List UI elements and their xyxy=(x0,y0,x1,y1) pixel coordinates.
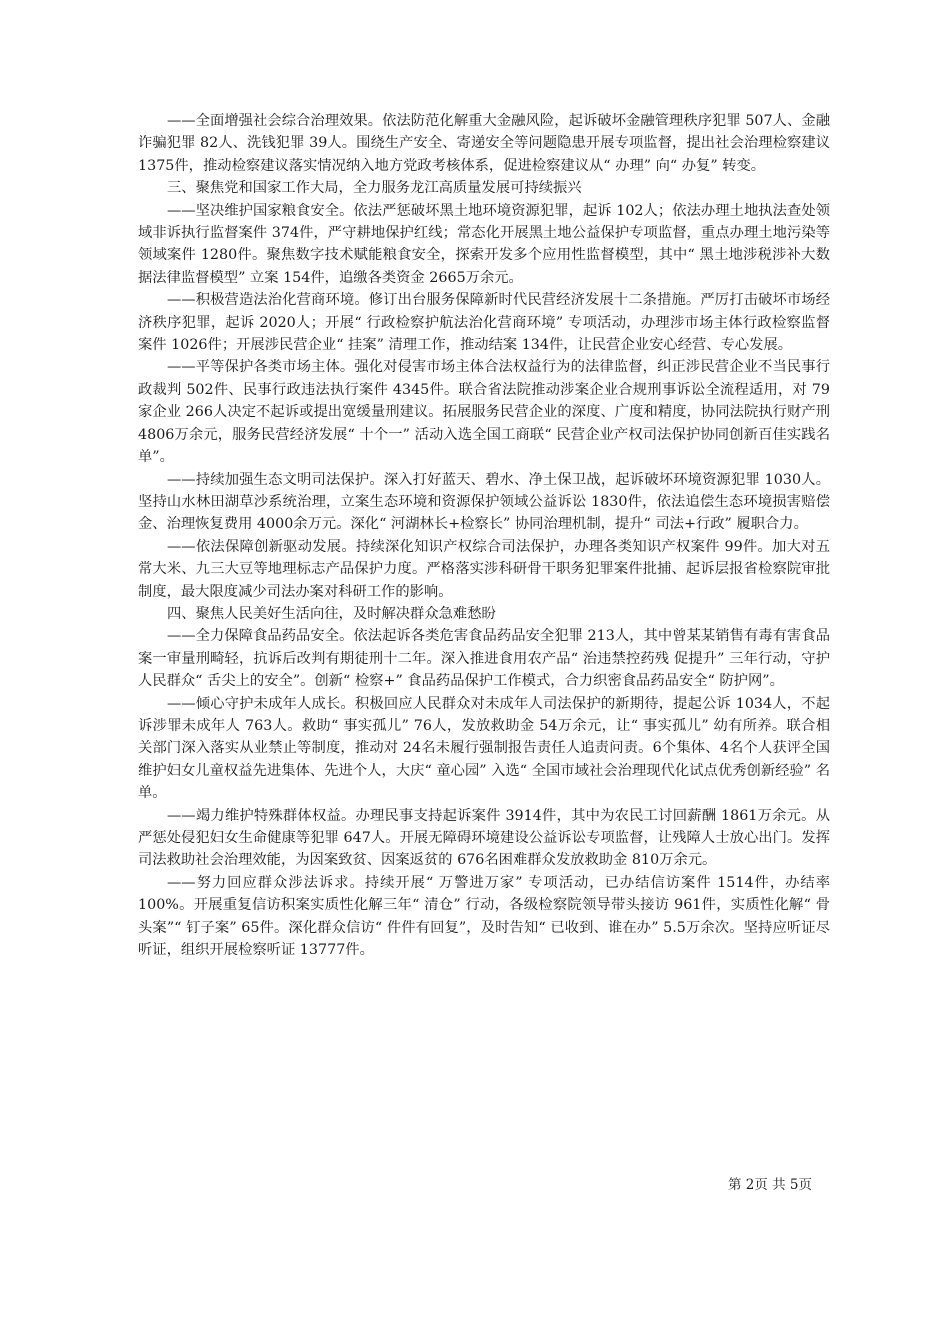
paragraph-food-drug-safety: ——全力保障食品药品安全。依法起诉各类危害食品药品安全犯罪 213人，其中曾某某销售有毒有害食品案一审量刑畸轻，抗诉后改判有期徒刑十二年。深入推进食用农产品“ 治违禁控药残 促提升” 三年行动，守护人民群众“ 舌尖上的安全”。创新“ 检察+” 食品药品保护工作模式，合力织密食品药品安全“ 防护网”。 xyxy=(138,628,830,690)
document-body xyxy=(138,110,830,961)
paragraph-minors: ——倾心守护未成年人成长。积极回应人民群众对未成年人司法保护的新期待，提起公诉 1034人，不起诉涉罪未成年人 763人。救助“ 事实孤儿” 76人，发放救助金 54万余元，让“ 事实孤儿” 幼有所养。联合相关部门深入落实从业禁止等制度，推动对 24名未履行强制报告责任人追责问责。6个集体、4名个人获评全国维护妇女儿童权益先进集体、先进个人，大庆“ 童心园” 入选“ 全国市域社会治理现代化试点优秀创新经验” 名单。 xyxy=(138,695,830,802)
paragraph-social-governance: ——全面增强社会综合治理效果。依法防范化解重大金融风险，起诉破坏金融管理秩序犯罪 507人、金融诈骗犯罪 82人、洗钱犯罪 39人。围绕生产安全、寄递安全等问题隐患开展专项监督，提出社会治理检察建议 1375件，推动检察建议落实情况纳入地方党政考核体系，促进检察建议从“ 办理” 向“ 办复” 转变。 xyxy=(138,113,830,174)
section-heading-4: 四、聚焦人民美好生活向往，及时解决群众急难愁盼 xyxy=(167,605,496,622)
paragraph-business-environment: ——积极营造法治化营商环境。修订出台服务保障新时代民营经济发展十二条措施。严厉打击破坏市场经济秩序犯罪，起诉 2020人；开展“ 行政检察护航法治化营商环境” 专项活动，办理涉市场主体行政检察监督案件 1026件；开展涉民营企业“ 挂案” 清理工作，推动结案 134件，让民营企业安心经营、专心发展。 xyxy=(138,292,830,354)
section-heading-3: 三、聚焦党和国家工作大局，全力服务龙江高质量发展可持续振兴 xyxy=(167,180,582,197)
paragraph-market-entities: ——平等保护各类市场主体。强化对侵害市场主体合法权益行为的法律监督，纠正涉民营企业不当民事行政裁判 502件、民事行政违法执行案件 4345件。联合省法院推动涉案企业合规刑事诉讼全流程适用，对 79家企业 266人决定不起诉或提出宽缓量刑建议。拓展服务民营企业的深度、广度和精度，协同法院执行财产刑 4806万余元，服务民营经济发展“ 十个一” 活动入选全国工商联“ 民营企业产权司法保护协同创新百佳实践名单”。 xyxy=(138,359,830,466)
paragraph-ecological-protection: ——持续加强生态文明司法保护。深入打好蓝天、碧水、净土保卫战，起诉破坏环境资源犯罪 1030人。坚持山水林田湖草沙系统治理，立案生态环境和资源保护领域公益诉讼 1830件，依法追偿生态环境损害赔偿金、治理恢复费用 4000余万元。深化“ 河湖林长+检察长” 协同治理机制，提升“ 司法+行政” 履职合力。 xyxy=(138,471,830,533)
paragraph-innovation: ——依法保障创新驱动发展。持续深化知识产权综合司法保护，办理各类知识产权案件 99件。加大对五常大米、九三大豆等地理标志产品保护力度。严格落实涉科研骨干职务犯罪案件批捕、起诉层报省检察院审批制度，最大限度减少司法办案对科研工作的影响。 xyxy=(138,538,830,600)
paragraph-special-groups: ——竭力维护特殊群体权益。办理民事支持起诉案件 3914件，其中为农民工讨回薪酬 1861万余元。从严惩处侵犯妇女生命健康等犯罪 647人。开展无障碍环境建设公益诉讼专项监督，让残障人士放心出门。发挥司法救助社会治理效能，为因案致贫、因案返贫的 676名困难群众发放救助金 810万余元。 xyxy=(138,807,830,869)
page-number-footer: 第 2页 共 5页 xyxy=(727,1177,812,1193)
paragraph-food-security: ——坚决维护国家粮食安全。依法严惩破坏黑土地环境资源犯罪，起诉 102人；依法办理土地执法查处领域非诉执行监督案件 374件，严守耕地保护红线；常态化开展黑土地公益保护专项监督，重点办理土地污染等领域案件 1280件。聚焦数字技术赋能粮食安全，探索开发多个应用性监督模型，其中“ 黑土地涉税涉补大数据法律监督模型” 立案 154件，追缴各类资金 2665万余元。 xyxy=(138,202,830,286)
paragraph-petitions: ——努力回应群众涉法诉求。持续开展“ 万警进万家” 专项活动，已办结信访案件 1514件，办结率 100%。开展重复信访积案实质性化解三年“ 清仓” 行动，各级检察院领导带头接访 961件，实质性化解“ 骨头案”“ 钉子案” 65件。深化群众信访“ 件件有回复”，及时告知“ 已收到、谁在办” 5.5万余次。坚持应听证尽听证，组织开展检察听证 13777件。 xyxy=(138,874,830,959)
